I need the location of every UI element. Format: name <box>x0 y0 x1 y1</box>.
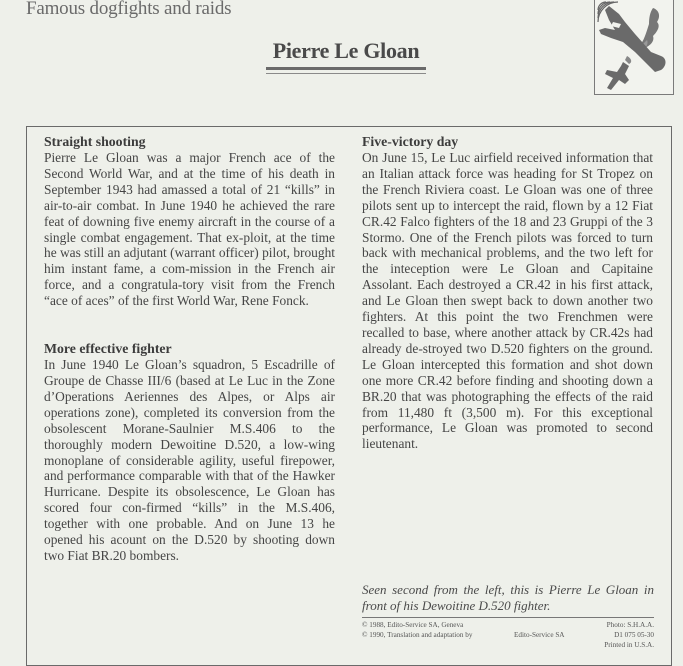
series-title: Famous dogfights and raids <box>26 0 232 19</box>
section-straight-shooting <box>44 134 335 309</box>
copyright-original: © 1988, Edito-Service SA, Geneva <box>362 621 464 629</box>
credits-row-1 <box>362 620 654 630</box>
right-column <box>362 134 653 452</box>
copyright-translation: © 1990, Translation and adaptation by <box>362 631 473 639</box>
section-body: In June 1940 Le Gloan’s squadron, 5 Escadrille of Groupe de Chasse III/6 (based at Le Luc in the Zone d’Operations Aeriennes des Alpes, or Alps air operations zone), completed its conversion from the obsolescent Morane-Saulnier M.S.406 to the thoroughly modern Dewoitine D.520, a low-wing monoplane of considerable agility, useful firepower, and performance comparable with that of the Hawker Hurricane. Despite its obsolescence, Le Gloan has scored four con-firmed “kills” in the M.S.406, together with one probable. And on June 13 he opened his acount on the D.520 by shooting down two Fiat BR.20 bombers. <box>44 357 335 563</box>
credits-row-2 <box>362 630 654 640</box>
section-body: On June 15, Le Luc airfield received information that an Italian attack force was heading for St Tropez on the French Riviera coast. Le Gloan was one of three pilots sent up to intercept the raid, flown by a 12 Fiat CR.42 Falco fighters of the 18 and 23 Gruppi of the 3 Stormo. One of the French pilots was forced to turn back with mechanical problems, and the two left for the inteception were Le Gloan and Capitaine Assolant. Each destroyed a CR.42 in his first attack, and Le Gloan then swept back to down another two fighters. At this point the two Frenchmen were recalled to base, where another attack by CR.42s had already de-stroyed two D.520 fighters on the ground. Le Gloan intercepted this formation and shot down one more CR.42 before finding and shooting down a BR.20 that was photographing the effects of the raid from 11,480 ft (3,500 m). For this exceptional performance, Le Gloan was promoted to second lieutenant. <box>362 150 653 452</box>
section-heading: Straight shooting <box>44 134 146 149</box>
section-body: Pierre Le Gloan was a major French ace of the Second World War, and at the time of his death in September 1943 had amassed a total of 21 “kills” in air-to-air combat. In June 1940 he achieved the rare feat of downing five enemy aircraft in the course of a single combat engagement. That ex-ploit, at the time he was still an adjutant (warrant officer) pilot, brought him instant fame, a com-mission in the French air force, and a congratula-tory visit from the French “ace of aces” of the first World War, Rene Fonck. <box>44 150 335 309</box>
section-five-victory-day <box>362 134 653 452</box>
section-heading: More effective fighter <box>44 341 172 357</box>
section-spacer <box>44 309 335 341</box>
page-title: Pierre Le Gloan <box>272 38 420 63</box>
title-underline-thick <box>266 67 426 70</box>
publisher-name: Edito-Service SA <box>514 631 565 639</box>
section-more-effective-fighter <box>44 341 335 564</box>
credits-row-3 <box>362 640 654 650</box>
dogfight-aircraft-emblem-icon <box>594 0 674 95</box>
caption-divider <box>362 617 654 618</box>
title-underline-thin <box>266 73 426 74</box>
section-heading: Five-victory day <box>362 134 459 149</box>
page-title-container <box>266 38 426 64</box>
printed-in: Printed in U.S.A. <box>604 641 654 649</box>
photo-credit: Photo: S.H.A.A. <box>606 621 654 629</box>
credits-block <box>362 620 654 650</box>
photo-caption: Seen second from the left, this is Pierre Le Gloan in front of his Dewoitine D.520 fighter. <box>362 582 654 613</box>
left-column <box>44 134 335 564</box>
card-code: D1 075 05-30 <box>614 631 654 639</box>
